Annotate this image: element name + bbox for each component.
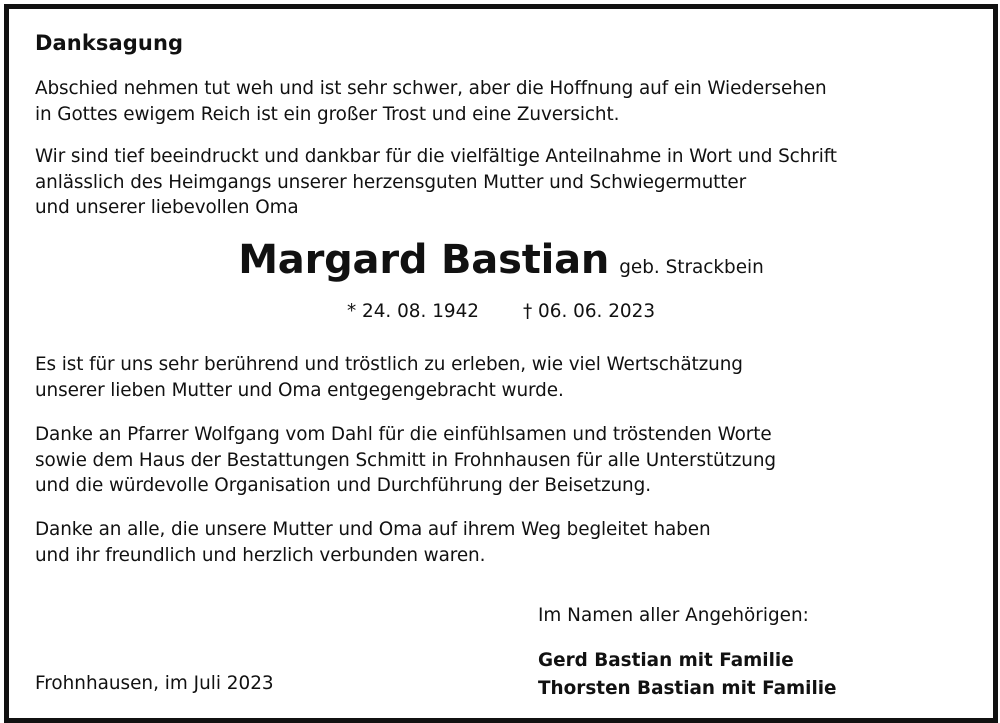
signer: Thorsten Bastian mit Familie xyxy=(538,678,837,699)
deceased-name: Margard Bastian xyxy=(238,237,610,283)
death-date: † 06. 06. 2023 xyxy=(523,301,656,322)
intro-line: in Gottes ewigem Reich ist ein großer Trost und eine Zuversicht. xyxy=(35,103,620,125)
sympathy-line: unserer lieben Mutter und Oma entgegengebracht wurde. xyxy=(35,379,564,401)
thanks-line: Wir sind tief beeindruckt und dankbar für die vielfältige Anteilnahme in Wort und Schrift xyxy=(35,146,837,167)
pastor-line: sowie dem Haus der Bestattungen Schmitt in Frohnhausen für alle Unterstützung xyxy=(35,449,776,471)
signer: Gerd Bastian mit Familie xyxy=(538,650,794,671)
obituary-notice xyxy=(4,4,998,723)
all-thanks-paragraph xyxy=(35,517,711,568)
thanks-line: und unserer liebevollen Oma xyxy=(35,197,299,218)
sympathy-paragraph xyxy=(35,352,743,403)
birth-date: * 24. 08. 1942 xyxy=(346,301,479,322)
place-date: Frohnhausen, im Juli 2023 xyxy=(35,673,274,694)
signers-list xyxy=(538,647,837,703)
pastor-line: Danke an Pfarrer Wolfgang vom Dahl für die einfühlsamen und tröstenden Worte xyxy=(35,424,772,445)
all-thanks-line: und ihr freundlich und herzlich verbunden waren. xyxy=(35,544,486,566)
pastor-paragraph xyxy=(35,422,776,499)
pastor-line: und die würdevolle Organisation und Durchführung der Beisetzung. xyxy=(35,475,651,496)
birth-name: geb. Strackbein xyxy=(619,257,764,278)
intro-paragraph xyxy=(35,76,827,127)
notice-heading: Danksagung xyxy=(35,31,184,55)
deceased-name-row xyxy=(9,237,993,283)
sympathy-line: Es ist für uns sehr berührend und tröstlich zu erleben, wie viel Wertschätzung xyxy=(35,354,743,375)
thanks-line: anlässlich des Heimgangs unserer herzensguten Mutter und Schwiegermutter xyxy=(35,171,747,193)
intro-line: Abschied nehmen tut weh und ist sehr schwer, aber die Hoffnung auf ein Wiedersehen xyxy=(35,78,827,99)
all-thanks-line: Danke an alle, die unsere Mutter und Oma auf ihrem Weg begleitet haben xyxy=(35,519,711,540)
closing-intro: Im Namen aller Angehörigen: xyxy=(538,605,809,626)
thanks-paragraph xyxy=(35,144,837,221)
life-dates xyxy=(9,301,993,322)
